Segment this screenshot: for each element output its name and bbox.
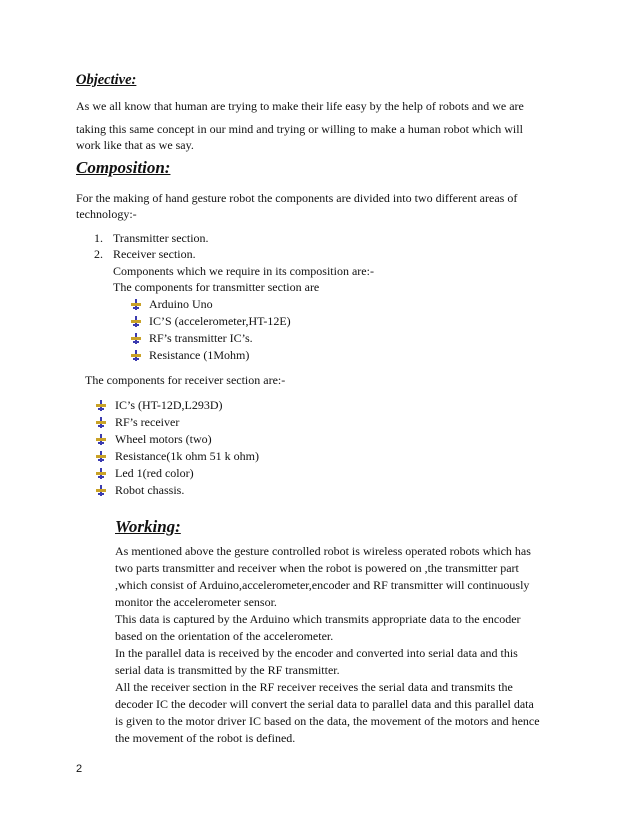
pushpin-bullet-icon [95, 449, 107, 460]
pushpin-bullet-icon [95, 466, 107, 477]
objective-line: taking this same concept in our mind and trying or willing to make a human robot which will [76, 122, 523, 136]
receiver-component: Wheel motors (two) [115, 432, 212, 446]
objective-line: work like that as we say. [76, 138, 194, 152]
working-line: As mentioned above the gesture controlled robot is wireless operated robots which has [115, 544, 531, 558]
receiver-component: Robot chassis. [115, 483, 185, 497]
pushpin-bullet-icon [95, 432, 107, 443]
working-line: ,which consist of Arduino,accelerometer,encoder and RF transmitter will continuously [115, 578, 530, 592]
working-heading: Working: [115, 517, 181, 536]
transmitter-component: Arduino Uno [149, 297, 213, 311]
objective-line: As we all know that human are trying to make their life easy by the help of robots and we are [76, 99, 524, 113]
pushpin-bullet-icon [130, 348, 142, 359]
receiver-component: IC’s (HT-12D,L293D) [115, 398, 223, 412]
working-line: serial data is transmitted by the RF transmitter. [115, 663, 340, 677]
receiver-component: Resistance(1k ohm 51 k ohm) [115, 449, 259, 463]
composition-intro-line: technology:- [76, 207, 137, 221]
composition-heading: Composition: [76, 158, 171, 177]
transmitter-component: Resistance (1Mohm) [149, 348, 250, 362]
receiver-intro: The components for receiver section are:- [85, 373, 286, 387]
receiver-component: RF’s receiver [115, 415, 180, 429]
composition-sub-line: The components for transmitter section are [113, 280, 320, 294]
receiver-component: Led 1(red color) [115, 466, 194, 480]
composition-intro-line: For the making of hand gesture robot the components are divided into two different areas of [76, 191, 518, 205]
composition-sub-line: Components which we require in its composition are:- [113, 264, 374, 278]
page-number: 2 [76, 763, 83, 775]
objective-heading: Objective: [76, 72, 137, 88]
working-line: In the parallel data is received by the encoder and converted into serial data and this [115, 646, 518, 660]
section-label: Receiver section. [113, 247, 196, 261]
pushpin-bullet-icon [95, 483, 107, 494]
working-line: two parts transmitter and receiver when the robot is powered on ,the transmitter part [115, 561, 519, 575]
pushpin-bullet-icon [130, 314, 142, 325]
transmitter-component: IC’S (accelerometer,HT-12E) [149, 314, 291, 328]
transmitter-component: RF’s transmitter IC’s. [149, 331, 253, 345]
working-line: is given to the motor driver IC based on the data, the movement of the motors and hence [115, 714, 540, 728]
working-line: decoder IC the decoder will convert the serial data to parallel data and this parallel data [115, 697, 534, 711]
section-number: 1. [94, 231, 103, 245]
section-label: Transmitter section. [113, 231, 209, 245]
pushpin-bullet-icon [95, 398, 107, 409]
pushpin-bullet-icon [130, 331, 142, 342]
pushpin-bullet-icon [95, 415, 107, 426]
working-line: the movement of the robot is defined. [115, 731, 296, 745]
working-line: based on the orientation of the accelerometer. [115, 629, 334, 643]
working-line: monitor the accelerometer sensor. [115, 595, 277, 609]
working-line: All the receiver section in the RF receiver receives the serial data and transmits the [115, 680, 513, 694]
section-number: 2. [94, 247, 103, 261]
working-line: This data is captured by the Arduino which transmits appropriate data to the encoder [115, 612, 521, 626]
pushpin-bullet-icon [130, 297, 142, 308]
